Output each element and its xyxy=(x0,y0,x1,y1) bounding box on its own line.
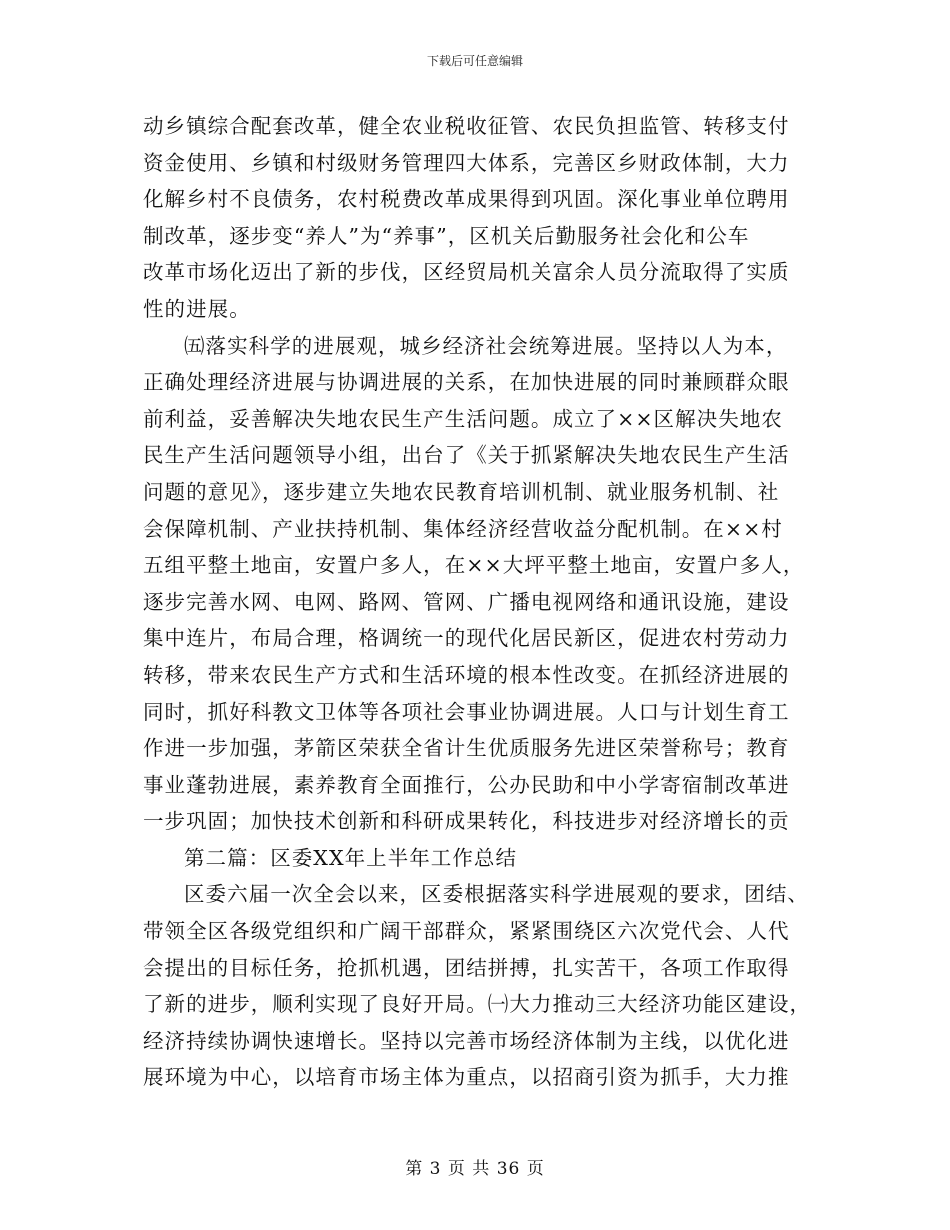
text-line: 资金使用、乡镇和村级财务管理四大体系，完善区乡财政体制，大力 xyxy=(143,150,790,175)
text-line: 前利益，妥善解决失地农民生产生活问题。成立了××区解决失地农 xyxy=(143,406,783,431)
text-line: 正确处理经济进展与协调进展的关系，在加快进展的同时兼顾群众眼 xyxy=(143,370,790,395)
text-line: 经济持续协调快速增长。坚持以完善市场经济体制为主线，以优化进 xyxy=(143,1028,790,1053)
text-line: 了新的进步，顺利实现了良好开局。㈠大力推动三大经济功能区建设， xyxy=(143,992,812,1017)
text-line: 问题的意见》，逐步建立失地农民教育培训机制、就业服务机制、社 xyxy=(143,479,780,504)
text-line: ㈤落实科学的进展观，城乡经济社会统筹进展。坚持以人为本， xyxy=(184,333,788,358)
text-line: 性的进展。 xyxy=(143,296,251,321)
text-line: 第二篇：区委XX年上半年工作总结 xyxy=(184,845,517,870)
page-footer: 第 3 页 共 36 页 xyxy=(405,1159,545,1179)
text-line: 同时，抓好科教文卫体等各项社会事业协调进展。人口与计划生育工 xyxy=(143,699,790,724)
text-line: 逐步完善水网、电网、路网、管网、广播电视网络和通讯设施，建设 xyxy=(143,589,790,614)
text-line: 动乡镇综合配套改革，健全农业税收征管、农民负担监管、转移支付 xyxy=(143,114,790,138)
text-line: 五组平整土地亩，安置户多人，在××大坪平整土地亩，安置户多人， xyxy=(143,553,805,578)
text-line: 转移，带来农民生产方式和生活环境的根本性改变。在抓经济进展的 xyxy=(143,662,790,687)
text-line: 事业蓬勃进展，素养教育全面推行，公办民助和中小学寄宿制改革进 xyxy=(143,772,790,797)
text-line: 区委六届一次全会以来，区委根据落实科学进展观的要求，团结、 xyxy=(184,882,809,907)
text-line: 集中连片，布局合理，格调统一的现代化居民新区，促进农村劳动力 xyxy=(143,626,790,651)
text-line: 展环境为中心，以培育市场主体为重点，以招商引资为抓手，大力推 xyxy=(143,1065,790,1090)
text-line: 一步巩固；加快技术创新和科研成果转化，科技进步对经济增长的贡 xyxy=(143,809,790,834)
text-line: 制改革，逐步变“养人”为“养事”，区机关后勤服务社会化和公车 xyxy=(143,223,750,248)
text-line: 民生产生活问题领导小组，出台了《关于抓紧解决失地农民生产生活 xyxy=(143,443,790,468)
page-header: 下载后可任意编辑 xyxy=(426,54,523,68)
text-line: 会保障机制、产业扶持机制、集体经济经营收益分配机制。在××村 xyxy=(143,516,783,541)
text-line: 作进一步加强，茅箭区荣获全省计生优质服务先进区荣誉称号；教育 xyxy=(143,736,790,761)
document-body xyxy=(143,108,813,1096)
text-line: 改革市场化迈出了新的步伐，区经贸局机关富余人员分流取得了实质 xyxy=(143,260,790,285)
text-line: 带领全区各级党组织和广阔干部群众，紧紧围绕区六次党代会、人代 xyxy=(143,919,790,944)
text-line: 会提出的目标任务，抢抓机遇，团结拼搏，扎实苦干，各项工作取得 xyxy=(143,955,790,980)
text-line: 化解乡村不良债务，农村税费改革成果得到巩固。深化事业单位聘用 xyxy=(143,187,790,212)
